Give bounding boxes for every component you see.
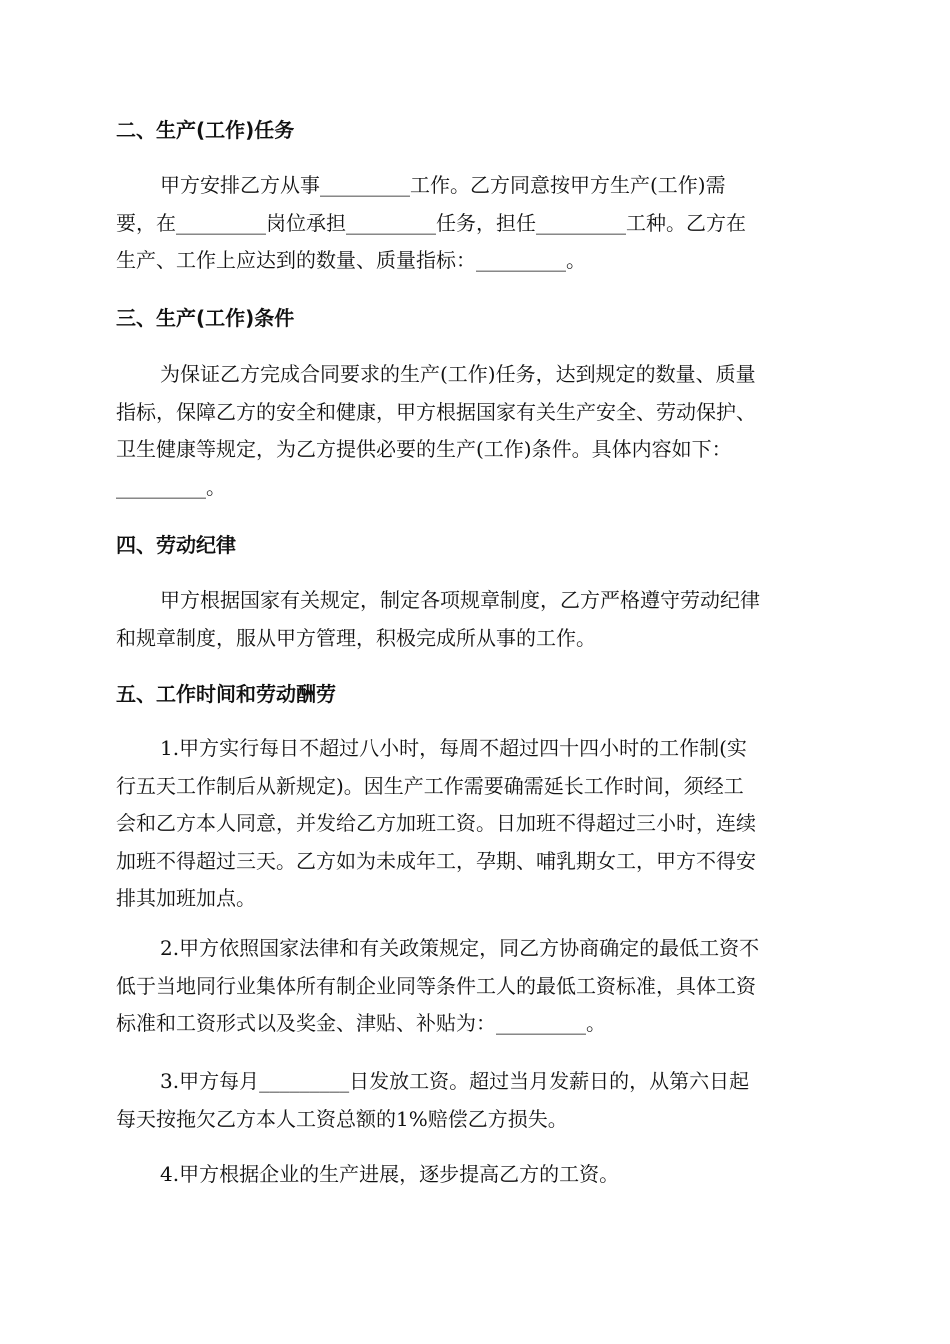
paragraph-line: 甲方根据国家有关规定，制定各项规章制度，乙方严格遵守劳动纪律 [160,588,760,612]
paragraph-line: 行五天工作制后从新规定)。因生产工作需要确需延长工作时间，须经工 [116,773,744,798]
paragraph-production-task [116,167,836,280]
paragraph-line: 生产、工作上应达到的数量、质量指标：_________。 [116,248,586,272]
section-heading-work-hours-pay: 五、工作时间和劳动酬劳 [116,682,336,706]
paragraph-line: 3.甲方每月_________日发放工资。超过当月发薪日的，从第六日起 [160,1069,750,1093]
paragraph-pay-date [116,1063,836,1138]
paragraph-line: 低于当地同行业集体所有制企业同等条件工人的最低工资标准，具体工资 [116,973,756,998]
section-heading-production-conditions: 三、生产(工作)条件 [116,306,295,330]
paragraph-line: 标准和工资形式以及奖金、津贴、补贴为：_________。 [116,1011,606,1035]
paragraph-line: 2.甲方依照国家法律和有关政策规定，同乙方协商确定的最低工资不 [160,936,760,960]
paragraph-line: 指标，保障乙方的安全和健康，甲方根据国家有关生产安全、劳动保护、 [116,399,756,424]
paragraph-line: 甲方安排乙方从事_________工作。乙方同意按甲方生产(工作)需 [160,173,726,197]
paragraph-line: 1.甲方实行每日不超过八小时，每周不超过四十四小时的工作制(实 [160,736,747,760]
paragraph-line: _________。 [116,474,226,499]
paragraph-line: 和规章制度，服从甲方管理，积极完成所从事的工作。 [116,625,596,650]
paragraph-line: 为保证乙方完成合同要求的生产(工作)任务，达到规定的数量、质量 [160,362,756,386]
paragraph-labor-discipline [116,582,836,657]
section-heading-labor-discipline: 四、劳动纪律 [116,533,236,557]
paragraph-line: 卫生健康等规定，为乙方提供必要的生产(工作)条件。具体内容如下： [116,437,732,461]
paragraph-work-hours [116,730,836,918]
paragraph-line: 每天按拖欠乙方本人工资总额的1%赔偿乙方损失。 [116,1106,568,1131]
paragraph-line: 4.甲方根据企业的生产进展，逐步提高乙方的工资。 [160,1162,620,1186]
paragraph-wage-increase [116,1156,836,1194]
paragraph-line: 会和乙方本人同意，并发给乙方加班工资。日加班不得超过三小时，连续 [116,811,756,835]
paragraph-line: 加班不得超过三天。乙方如为未成年工，孕期、哺乳期女工，甲方不得安 [116,848,756,873]
paragraph-minimum-wage [116,930,836,1043]
paragraph-line: 排其加班加点。 [116,886,256,910]
paragraph-line: 要，在_________岗位承担_________任务，担任_________工种。乙方在 [116,210,746,235]
paragraph-production-conditions [116,356,836,506]
section-heading-production-task: 二、生产(工作)任务 [116,118,295,142]
